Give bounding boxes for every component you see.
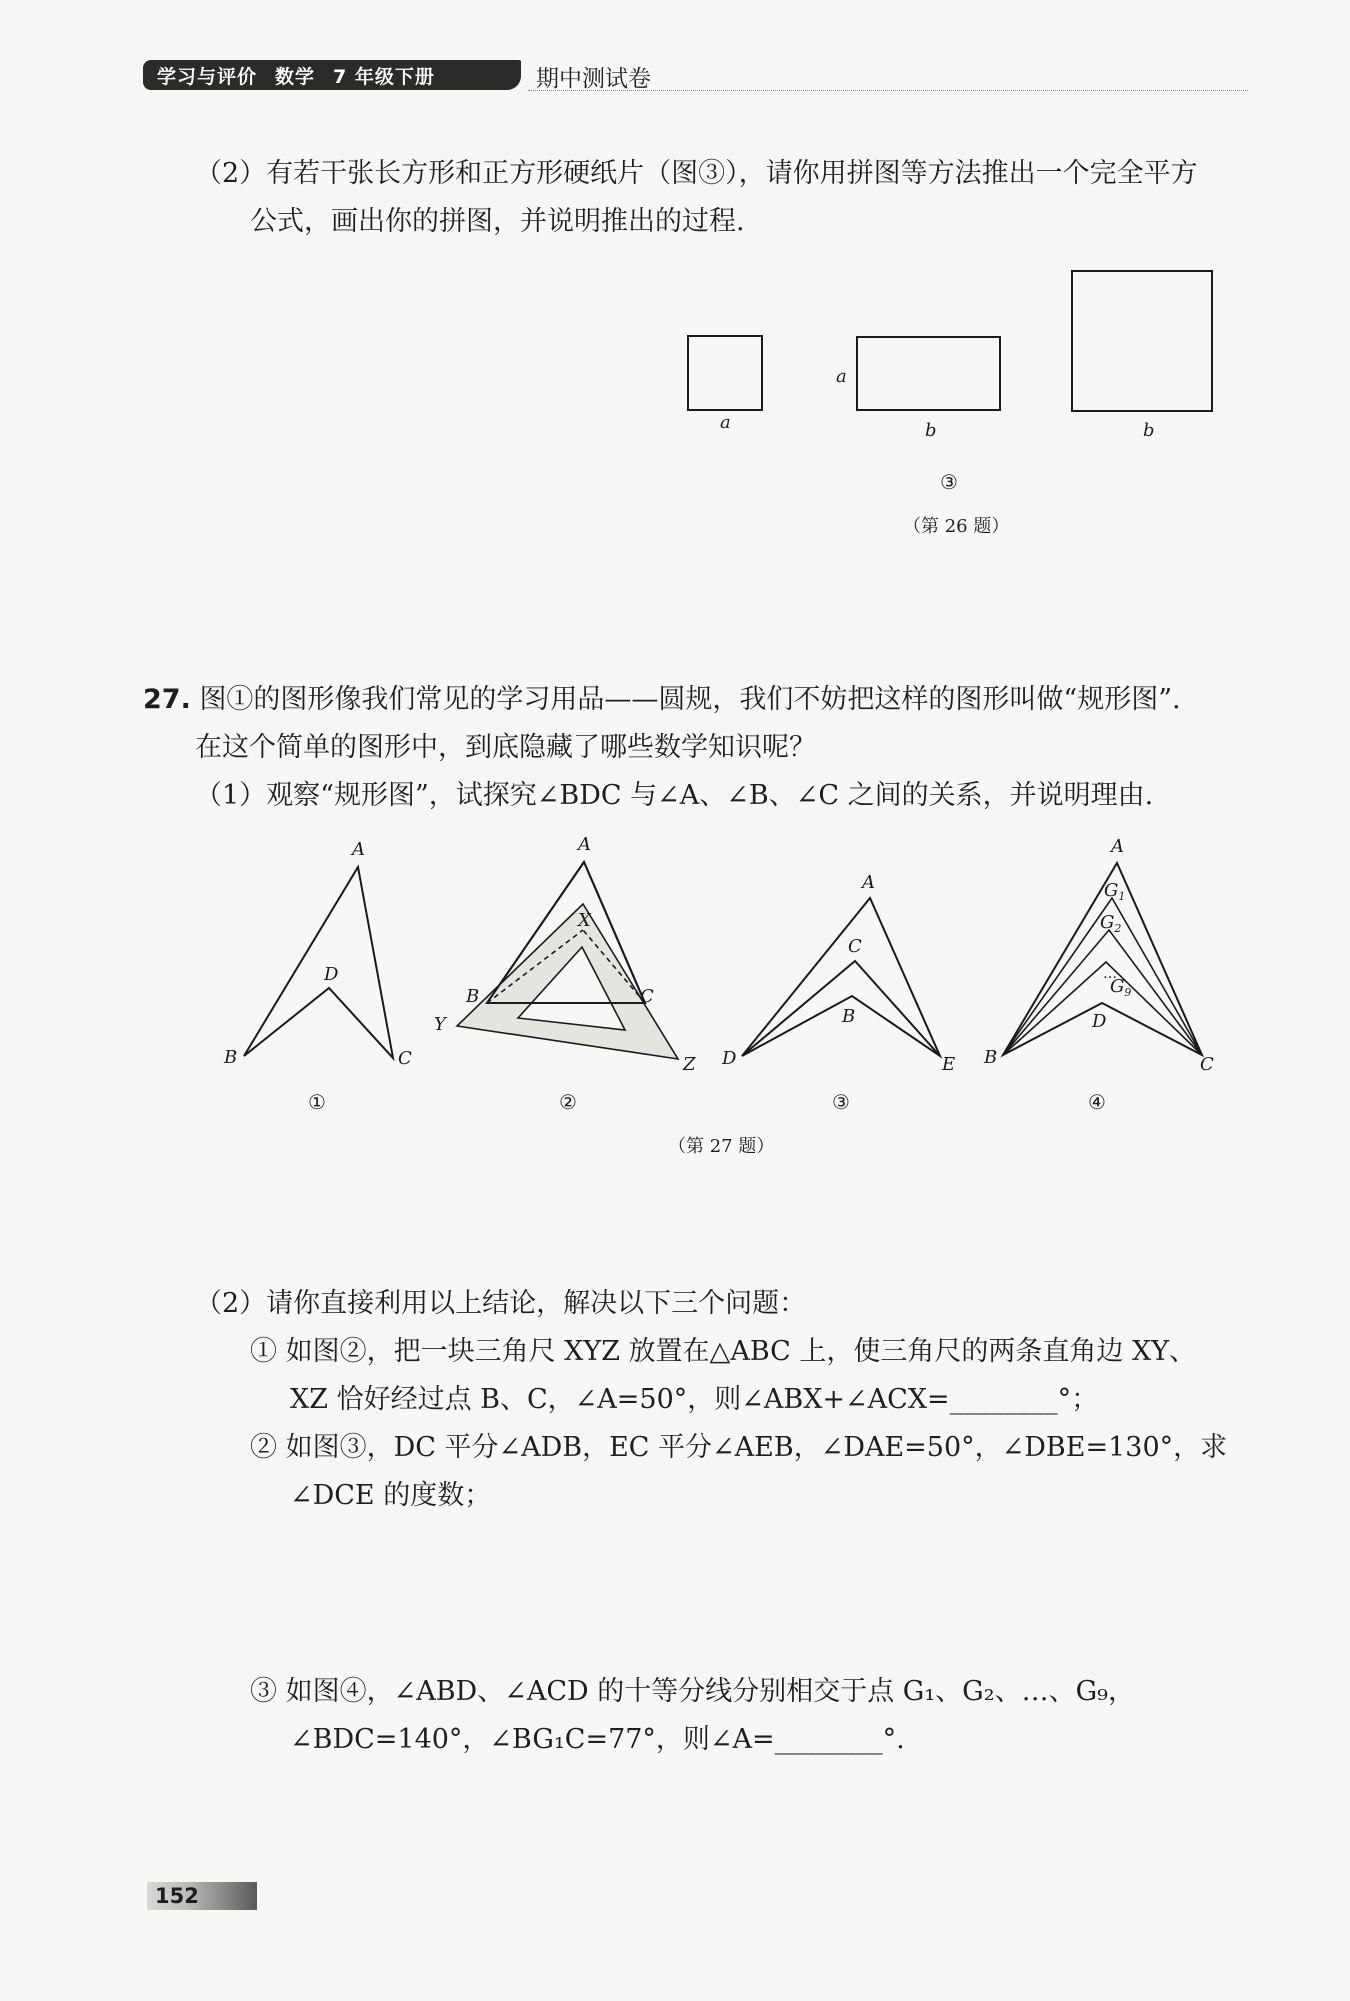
rectangle-ab (857, 337, 1000, 410)
fig2-label-c: C (640, 986, 654, 1007)
q27-sub3-line2: ∠BDC=140°，∠BG₁C=77°，则∠A=________°. (290, 1724, 905, 1755)
figure-27-2-number: ② (559, 1090, 577, 1114)
fig3-label-b: B (842, 1006, 856, 1027)
fig1-shape (244, 867, 393, 1058)
rect-side-label: a (836, 366, 847, 387)
q27-number: 27. (143, 684, 191, 715)
fig4-label-g2: $G_2$ (1100, 912, 1122, 935)
figure-27-1-number: ① (308, 1090, 326, 1114)
q27-intro-line2: 在这个简单的图形中，到底隐藏了哪些数学知识呢？ (195, 732, 816, 763)
fig4-label-c: C (1200, 1054, 1214, 1075)
q27-sub2-line1: ② 如图③，DC 平分∠ADB，EC 平分∠AEB，∠DAE=50°，∠DBE=130°，求 (250, 1432, 1228, 1463)
fig1-label-c: C (398, 1048, 412, 1069)
q27-sub2-line2: ∠DCE 的度数； (290, 1480, 492, 1511)
figure-27-caption: （第 27 题） (668, 1136, 775, 1157)
q27-part2-intro: （2）请你直接利用以上结论，解决以下三个问题： (195, 1288, 807, 1319)
header-series: 学习与评价 (157, 65, 258, 88)
q27-intro-line1 (143, 676, 1181, 724)
header-subject: 数学 (275, 65, 316, 88)
figure-27-1 (223, 839, 412, 1069)
figure-27-2 (434, 834, 696, 1075)
fig4-label-g1: $G_1$ (1104, 880, 1126, 903)
fig3-label-c: C (848, 936, 862, 957)
fig4-label-d: D (1092, 1011, 1107, 1032)
fig4-g2-lines (1003, 930, 1202, 1055)
figure-26-number: ③ (940, 470, 958, 494)
fig4-label-b: B (984, 1047, 998, 1068)
square-b (1072, 271, 1212, 411)
figure-26-caption: （第 26 题） (903, 516, 1010, 537)
q27-part1: （1）观察“规形图”，试探究∠BDC 与∠A、∠B、∠C 之间的关系，并说明理由. (195, 780, 1154, 811)
fig3-label-d: D (722, 1048, 737, 1069)
fig3-label-e: E (942, 1054, 956, 1075)
header-grade: 7 年级下册 (333, 65, 435, 88)
rect-bottom-label: b (925, 420, 937, 441)
figure-27-3-number: ③ (832, 1090, 850, 1114)
fig4-label-a: A (1111, 836, 1124, 857)
fig4-label-g9: $G_9$ (1110, 976, 1132, 999)
figure-27-4-number: ④ (1088, 1090, 1106, 1114)
q27-intro-line1-text: 图①的图形像我们常见的学习用品——圆规，我们不妨把这样的图形叫做“规形图”. (199, 684, 1181, 715)
figure-27-4 (983, 836, 1214, 1075)
fig2-label-x: X (578, 910, 591, 931)
square-b-label: b (1143, 420, 1155, 441)
fig3-bisectors (742, 961, 940, 1056)
fig1-label-a: A (352, 839, 365, 860)
header-section: 期中测试卷 (536, 66, 651, 92)
q26-part2-line1: （2）有若干张长方形和正方形硬纸片（图③），请你用拼图等方法推出一个完全平方 (195, 158, 1198, 189)
fig2-label-a: A (578, 834, 591, 855)
fig2-label-y: Y (434, 1014, 446, 1035)
figure-26 (0, 0, 1350, 560)
q26-part2-line2: 公式，画出你的拼图，并说明推出的过程. (250, 206, 745, 237)
page-number: 152 (147, 1882, 257, 1910)
fig2-label-z: Z (683, 1054, 696, 1075)
fig1-label-d: D (324, 964, 339, 985)
q27-sub3-line1: ③ 如图④，∠ABD、∠ACD 的十等分线分别相交于点 G₁、G₂、…、G₉， (250, 1676, 1135, 1707)
fig3-label-a: A (862, 872, 875, 893)
fig4-dots: … (1103, 966, 1117, 982)
square-a (688, 336, 762, 410)
figure-27 (0, 830, 1350, 1090)
fig2-label-b: B (466, 986, 480, 1007)
q27-sub1-line1: ① 如图②，把一块三角尺 XYZ 放置在△ABC 上，使三角尺的两条直角边 XY、 (250, 1336, 1197, 1367)
figure-27-3 (721, 872, 955, 1075)
square-a-label: a (720, 412, 731, 433)
q27-sub1-line2: XZ 恰好经过点 B、C，∠A=50°，则∠ABX+∠ACX=________°； (290, 1384, 1099, 1415)
fig1-label-b: B (224, 1047, 238, 1068)
